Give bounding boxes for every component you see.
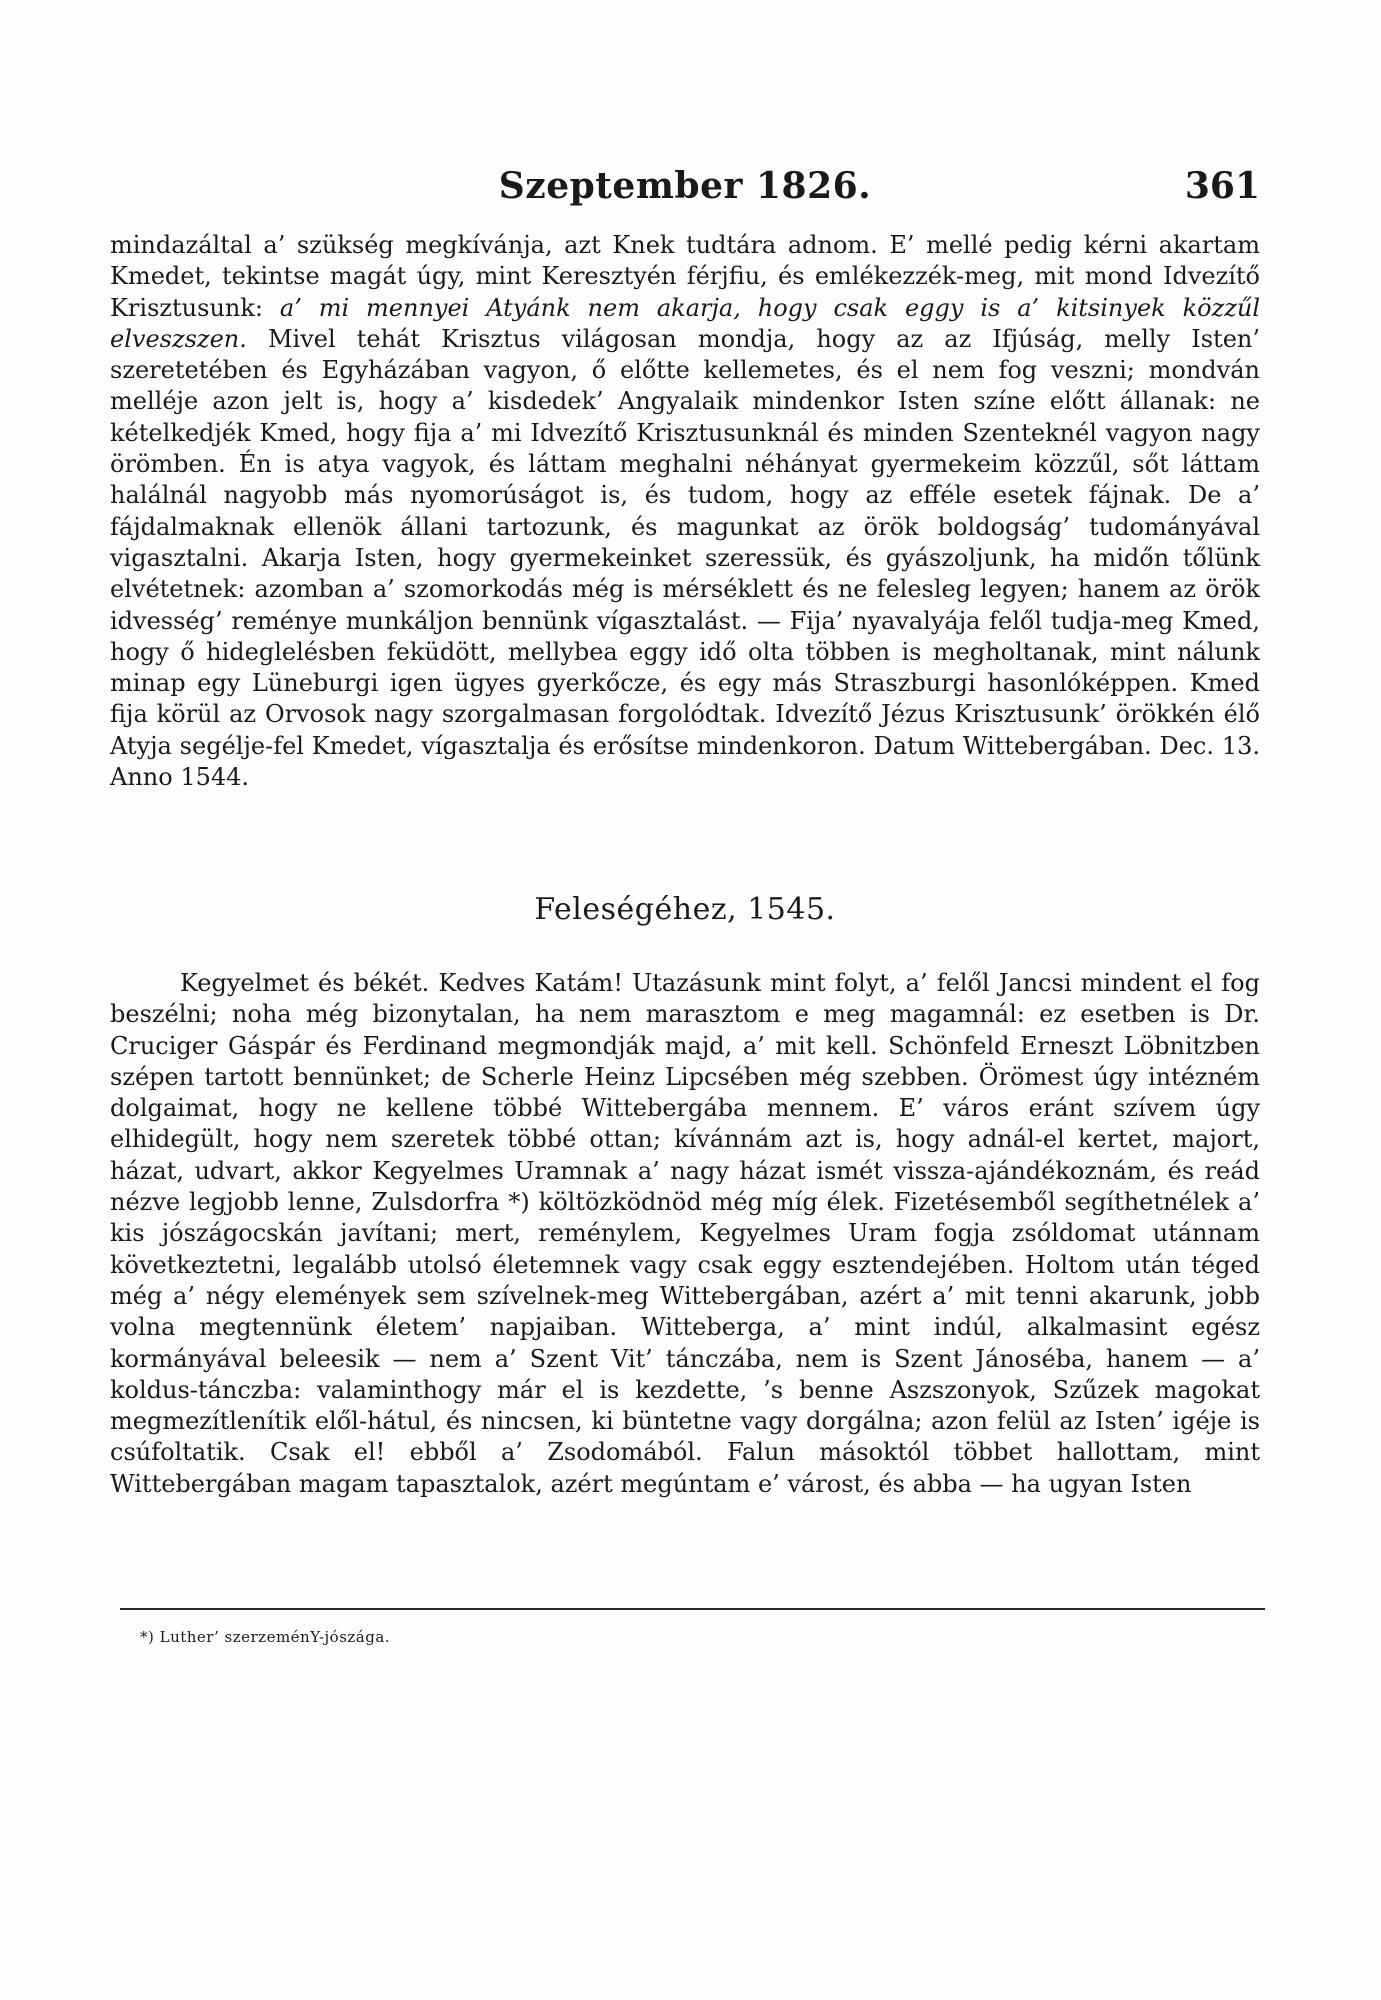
footnote: *) Luther’ szerzeménY-jószága. xyxy=(140,1628,391,1646)
running-title: Szeptember 1826. xyxy=(498,165,872,207)
page-number: 361 xyxy=(1184,165,1260,207)
section-heading: Feleségéhez, 1545. xyxy=(534,892,836,927)
letter-1-body xyxy=(110,230,1260,793)
letter-2-body: Kegyelmet és békét. Kedves Katám! Utazásunk mint folyt, a’ felől Jancsi mindent el fog beszélni; noha még bizonytalan, ha nem marasztom e meg magamnál: ez esetben is Dr. Cruciger Gáspár és Ferdinand megmondják majd, a’ mit kell. Schönfeld Erneszt Löbnitzben szépen tartott bennünket; de Scherle Heinz Lipcsében még szebben. Örömest úgy intézném dolgaimat, hogy ne kellene többé Wittebergába mennem. E’ város eránt szívem úgy elhidegült, hogy nem szeretek többé ottan; kívánnám azt is, hogy adnál-el kertet, majort, házat, udvart, akkor Kegyelmes Uramnak a’ nagy házat ismét vissza-ajándékoznám, és reád nézve legjobb lenne, Zulsdorfra *) költözködnöd még míg élek. Fizetésemből segíthetnélek a’ kis jószágocskán javítani; mert, reménylem, Kegyelmes Uram fogja zsóldomat utánnam következtetni, legalább utolsó életemnek vagy csak eggy esztendejében. Holtom után téged még a’ négy elemények sem szívelnek-meg Wittebergában, azért a’ mit tenni akarunk, jobb volna megtennünk életem’ napjaiban. Witteberga, a’ mint indúl, alkalmasint egész kormányával beleesik — nem a’ Szent Vit’ tánczába, nem is Szent Jánoséba, hanem — a’ koldus-tánczba: valaminthogy már el is kezdette, ’s benne Aszszonyok, Szűzek magokat megmezítlenítik elől-hátul, és nincsen, ki büntetne vagy dorgálna; azon felül az Isten’ igéje is csúfoltatik. Csak el! ebből a’ Zsodomából. Falun másoktól többet hallottam, mint Wittebergában magam tapasztalok, azért megúntam e’ várost, és abba — ha ugyan Isten xyxy=(110,969,1260,1498)
letter-1-text-b: Mivel tehát Krisztus világosan mondja, hogy az az Ifjúság, melly Isten’ szeretetében és Egyházában vagyon, ő előtte kellemetes, és el nem fog veszni; mondván melléje azon jelt is, hogy a’ kisdedek’ Angyalaik mindenkor Isten színe előtt állanak: ne kételkedjék Kmed, hogy fija a’ mi Idvezítő Krisztusunknál és minden Szenteknél vagyon nagy örömben. Én is atya vagyok, és láttam meghalni néhányat gyermekeim közzűl, sőt láttam halálnál nagyobb más nyomorúságot is, és tudom, hogy az efféle esetek fájnak. De a’ fájdalmaknak ellenök állani tartozunk, és magunkat az örök boldogság’ tudományával vigasztalni. Akarja Isten, hogy gyermekeinket szeressük, és gyászoljunk, ha midőn tőlünk elvétetnek: azomban a’ szomorkodás még is mérséklett és ne felesleg legyen; hanem az örök idvesség’ reménye munkáljon bennünk vígasztalást. — Fija’ nyavalyája felől tudja-meg Kmed, hogy ő hideglelésben feküdött, mellybea eggy idő olta többen is megholtanak, mint nálunk minap egy Lüneburgi igen ügyes gyerkőcze, és egy más Straszburgi hasonlóképpen. Kmed fija körül az Orvosok nagy szorgalmasan forgolódtak. Idvezítő Jézus Krisztusunk’ örökkén élő Atyja segélje-fel Kmedet, vígasztalja és erősítse mindenkoron. Datum Wittebergában. Dec. 13. Anno 1544. xyxy=(110,324,1260,792)
footnote-divider xyxy=(120,1608,1265,1610)
running-header xyxy=(110,165,1260,215)
letter-1-quote: a’ mi mennyei Atyánk nem akarja, hogy csak eggy is a’ kitsinyek közzűl elveszszen. xyxy=(110,293,1260,353)
letter-1-text-a: mindazáltal a’ szükség megkívánja, azt Knek tudtára adnom. E’ mellé pedig kérni akartam Kmedet, tekintse magát úgy, mint Keresztyén férjfiu, és emlékezzék-meg, mit mond Idvezítő Krisztusunk: xyxy=(110,231,1260,322)
